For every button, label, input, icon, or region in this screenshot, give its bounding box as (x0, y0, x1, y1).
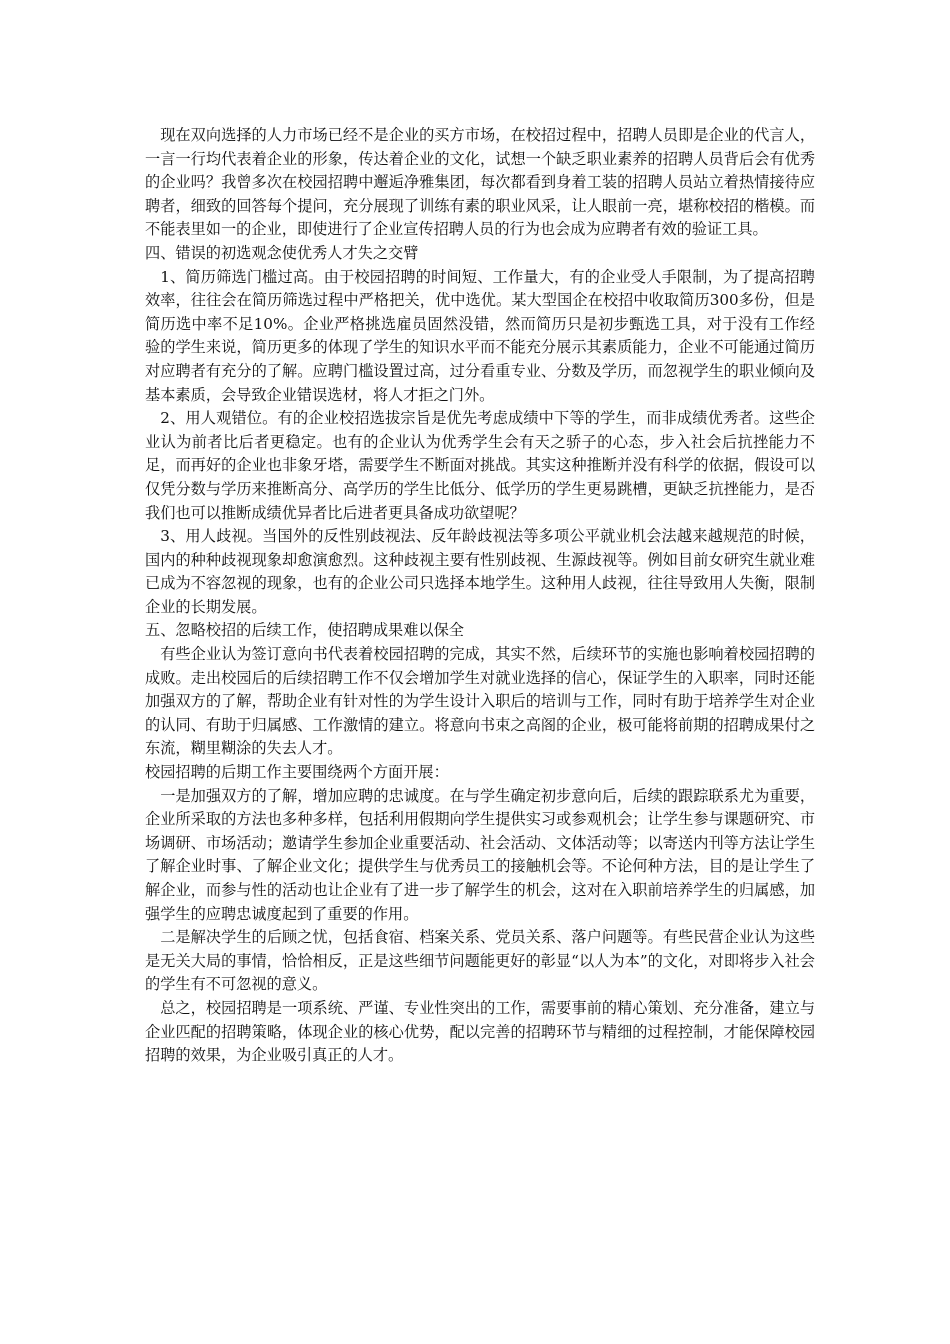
section-heading-4: 四、错误的初选观念使优秀人才失之交臂 (145, 243, 419, 262)
paragraph-hiring-discrimination: 3、用人歧视。当国外的反性别歧视法、反年龄歧视法等多项公平就业机会法越来越规范的时候，国内的种种歧视现象却愈演愈烈。这种歧视主要有性别歧视、生源歧视等。例如目前女研究生就业难已成为不容忽视的现象，也有的企业公司只选择本地学生。这种用人歧视，往往导致用人失衡，限制企业的长期发展。 (145, 527, 815, 616)
section-heading-5: 五、忽略校招的后续工作，使招聘成果难以保全 (145, 621, 464, 640)
paragraph-resume-threshold: 1、简历筛选门槛过高。由于校园招聘的时间短、工作量大，有的企业受人手限制，为了提高招聘效率，往往会在简历筛选过程中严格把关，优中选优。某大型国企在校招中收取简历300多份，但是简历选中率不足10%。企业严格挑选雇员固然没错，然而简历只是初步甄选工具，对于没有工作经验的学生来说，简历更多的体现了学生的知识水平而不能充分展示其素质能力，企业不可能通过简历对应聘者有充分的了解。应聘门槛设置过高，过分看重专业、分数及学历，而忽视学生的职业倾向及基本素质，会导致企业错误选材，将人才拒之门外。 (145, 267, 815, 404)
paragraph-hiring-misconception: 2、用人观错位。有的企业校招选拔宗旨是优先考虑成绩中下等的学生，而非成绩优秀者。这些企业认为前者比后者更稳定。也有的企业认为优秀学生会有天之骄子的心态，步入社会后抗挫能力不足，而再好的企业也非象牙塔，需要学生不断面对挑战。其实这种推断并没有科学的依据，假设可以仅凭分数与学历来推断高分、高学历的学生比低分、低学历的学生更易跳槽，更缺乏抗挫能力，是否我们也可以推断成绩优异者比后进者更具备成功欲望呢？ (145, 409, 815, 522)
paragraph-strengthen-understanding: 一是加强双方的了解，增加应聘的忠诚度。在与学生确定初步意向后，后续的跟踪联系尤为重要，企业所采取的方法也多种多样，包括利用假期向学生提供实习或参观机会；让学生参与课题研究、市场调研、市场活动；邀请学生参加企业重要活动、社会活动、文体活动等；以寄送内刊等方法让学生了解企业时事、了解企业文化；提供学生与优秀员工的接触机会等。不论何种方法，目的是让学生了解企业，而参与性的活动也让企业有了进一步了解学生的机会，这对在入职前培养学生的归属感，加强学生的应聘忠诚度起到了重要的作用。 (145, 786, 815, 923)
paragraph-conclusion: 总之，校园招聘是一项系统、严谨、专业性突出的工作，需要事前的精心策划、充分准备，建立与企业匹配的招聘策略，体现企业的核心优势，配以完善的招聘环节与精细的过程控制，才能保障校园招聘的效果，为企业吸引真正的人才。 (145, 998, 815, 1065)
paragraph-solve-concerns: 二是解决学生的后顾之忧，包括食宿、档案关系、党员关系、落户问题等。有些民营企业认为这些是无关大局的事情，恰恰相反，正是这些细节问题能更好的彰显“以人为本”的文化，对即将步入社会的学生有不可忽视的意义。 (145, 928, 815, 994)
paragraph-follow-up-work: 有些企业认为签订意向书代表着校园招聘的完成，其实不然，后续环节的实施也影响着校园招聘的成败。走出校园后的后续招聘工作不仅会增加学生对就业选择的信心，保证学生的入职率，同时还能加强双方的了解，帮助企业有针对性的为学生设计入职后的培训与工作，同时有助于培养学生对企业的认同、有助于归属感、工作激情的建立。将意向书束之高阁的企业，极可能将前期的招聘成果付之东流，糊里糊涂的失去人才。 (145, 645, 815, 758)
paragraph-campus-recruiter-image: 现在双向选择的人力市场已经不是企业的买方市场，在校招过程中，招聘人员即是企业的代言人，一言一行均代表着企业的形象，传达着企业的文化，试想一个缺乏职业素养的招聘人员背后会有优秀的企业吗？我曾多次在校园招聘中邂逅净雅集团，每次都看到身着工装的招聘人员站立着热情接待应聘者，细致的回答每个提问，充分展现了训练有素的职业风采，让人眼前一亮，堪称校招的楷模。而不能表里如一的企业，即使进行了企业宣传招聘人员的行为也会成为应聘者有效的验证工具。 (145, 126, 815, 239)
document-body (145, 124, 815, 1068)
paragraph-two-aspects-intro: 校园招聘的后期工作主要围绕两个方面开展： (145, 763, 449, 782)
